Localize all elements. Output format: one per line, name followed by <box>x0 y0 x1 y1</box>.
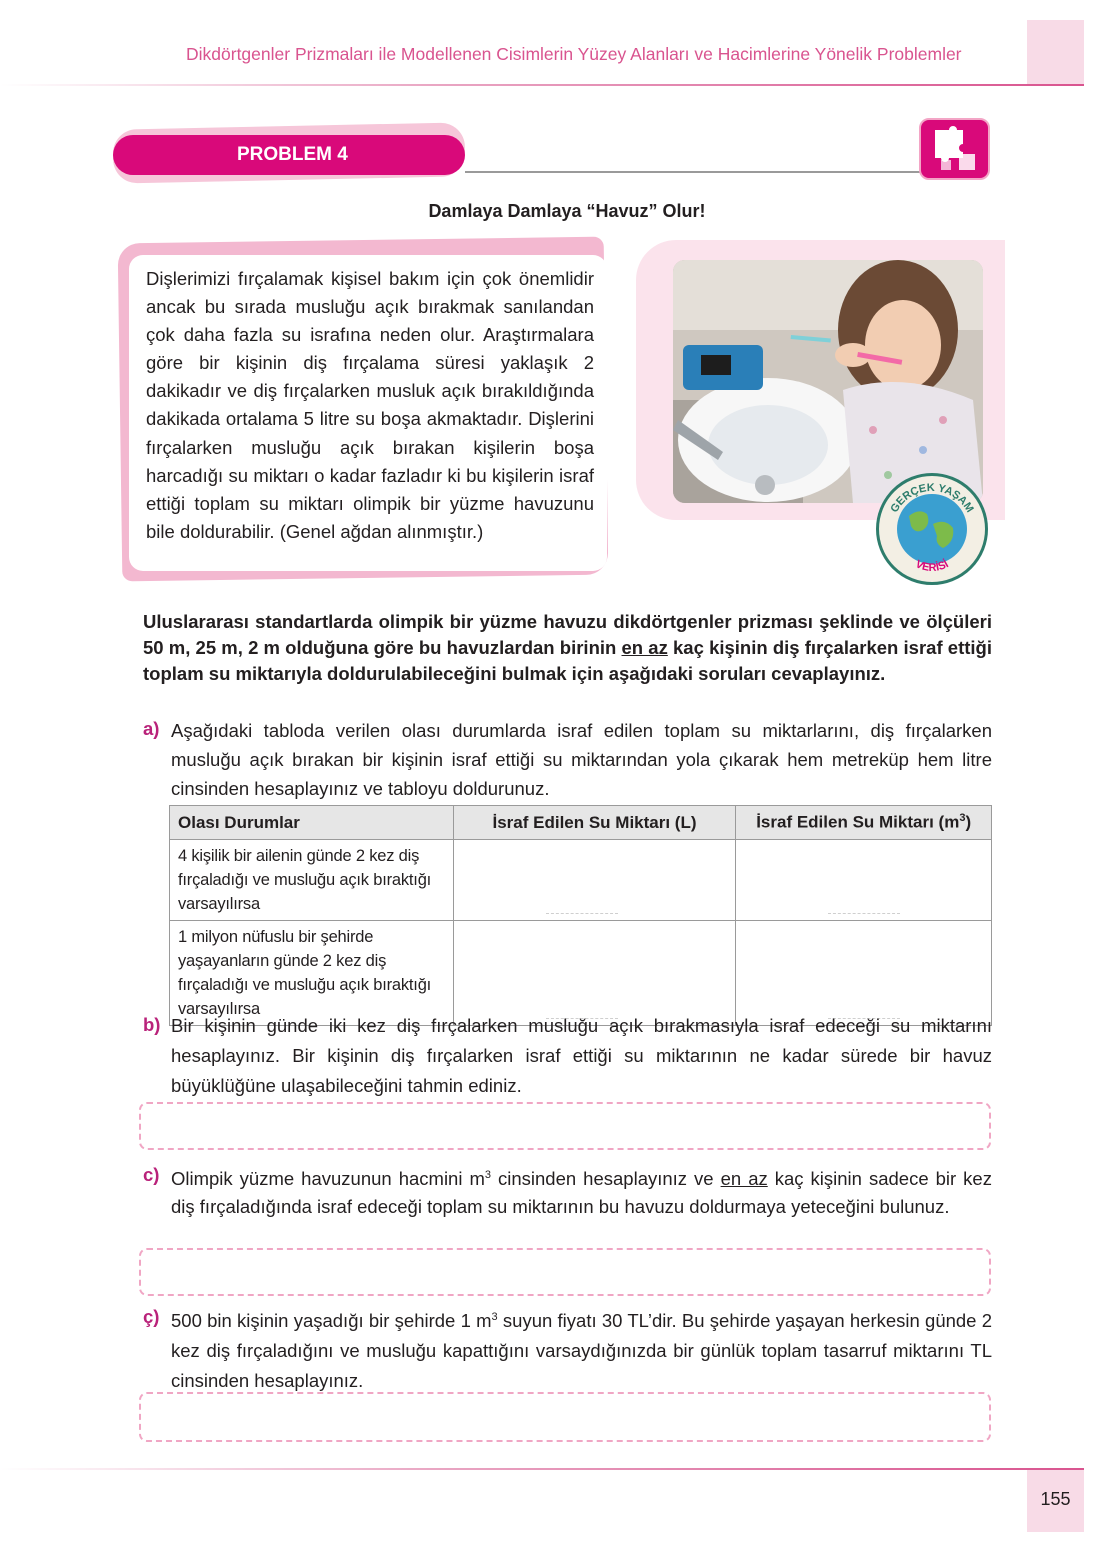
svg-text:VERİSİ <box>913 557 950 574</box>
problem-divider <box>465 171 925 173</box>
puzzle-icon <box>919 118 990 180</box>
question-cc-letter: ç) <box>143 1306 160 1327</box>
table-row <box>170 840 992 921</box>
question-a-text: Aşağıdaki tabloda verilen olası durumlarda israf edilen toplam su miktarlarını, diş fırçalarken musluğu açık bırakan bir kişinin israf ettiği su miktarından yola çıkarak hem metreküp hem litre cinsinden hesaplayınız ve tabloyu doldurunuz. <box>171 720 992 799</box>
seal-bottom-text: VERİSİ <box>913 558 951 575</box>
table-header-liters: İsraf Edilen Su Miktarı (L) <box>453 806 736 840</box>
header-title: Dikdörtgenler Prizmaları ile Modellenen Cisimlerin Yüzey Alanları ve Hacimlerine Yönelik Problemler <box>186 44 962 64</box>
table-header-cubic-meters: İsraf Edilen Su Miktarı $(m^3)$ <box>736 806 992 840</box>
question-cc-text: 500 bin kişinin yaşadığı bir şehirde 1 $m^3$ suyun fiyatı 30 TL’dir. Bu şehirde yaşayan herkesin günde 2 kez diş fırçaladığını ve musluğu kapattığını varsaydığınızda bir günlük toplam tasarruf miktarını TL cinsinden hesaplayınız. <box>171 1310 993 1392</box>
table-header-row <box>170 806 992 840</box>
svg-text:GERÇEK YAŞAM <box>888 482 975 515</box>
table-input-liters[interactable] <box>453 921 736 1026</box>
table-input-cubic-meters[interactable] <box>736 921 992 1026</box>
question-c-letter: c) <box>143 1164 160 1185</box>
problem-subtitle: Damlaya Damlaya “Havuz” Olur! <box>428 201 706 221</box>
intro-text-2: kaç kişinin diş fırçalarken israf ettiği toplam su miktarıyla doldurulabileceğini bulmak için aşağıdaki soruları cevaplayınız. <box>143 637 992 684</box>
table-cell-condition: 4 kişilik bir ailenin günde 2 kez diş fırçaladığı ve musluğu açık bıraktığı varsayılırsa <box>170 840 454 921</box>
photo-girl-brushing-teeth <box>673 260 983 503</box>
header-tab <box>1027 20 1084 84</box>
question-b-letter: b) <box>143 1014 161 1035</box>
real-life-data-seal <box>876 473 988 585</box>
table-input-liters[interactable] <box>453 840 736 921</box>
table-input-cubic-meters[interactable] <box>736 840 992 921</box>
table-row <box>170 921 992 1026</box>
answer-box-cc[interactable] <box>139 1392 991 1442</box>
problem-intro <box>143 609 992 687</box>
question-c-text: Olimpik yüzme havuzunun hacmini $m^3$ cinsinden hesaplayınız ve en az kaç kişinin sadece bir kez diş fırçaladığında israf edeceği toplam su miktarının bu havuzu doldurmaya yeteceğini bulunuz. <box>171 1168 992 1218</box>
question-b-text: Bir kişinin günde iki kez diş fırçalarken musluğu açık bırakmasıyla israf edeceği su miktarını hesaplayınız. Bir kişinin diş fırçalarken israf ettiği su miktarının ne kadar sürede bir havuz büyüklüğüne ulaşabileceğini tahmin ediniz. <box>171 1015 992 1096</box>
answer-box-b[interactable] <box>139 1102 991 1150</box>
problem-banner: PROBLEM 4 <box>113 135 465 175</box>
table-cell-condition: 1 milyon nüfuslu bir şehirde yaşayanların günde 2 kez diş fırçaladığı ve musluğu açık bıraktığı varsayılırsa <box>170 921 454 1026</box>
intro-text-1: Uluslararası standartlarda olimpik bir yüzme havuzu dikdörtgenler prizması şeklinde ve ölçüleri 50 m, 25 m, 2 m olduğuna göre bu havuzlardan birinin <box>143 611 992 658</box>
header-divider <box>0 84 1084 86</box>
table-header-conditions: Olası Durumlar <box>170 806 454 840</box>
intro-underline: en az <box>621 637 668 658</box>
waste-table <box>169 805 992 1026</box>
question-a-letter: a) <box>143 718 160 739</box>
page-number: 155 <box>1040 1489 1071 1509</box>
story-text: Dişlerimizi fırçalamak kişisel bakım için çok önemlidir ancak bu sırada musluğu açık bırakmak sanılandan çok daha fazla su israfına neden olur. Araştırmalara göre bir kişinin diş fırçalama süresi yaklaşık 2 dakikadır ve diş fırçalarken musluk açık bırakıldığında dakikada ortalama 5 litre su boşa akmaktadır. Dişlerini fırçalarken musluğu açık bırakan kişilerin boşa harcadığı su miktarı o kadar fazladır ki bu kişilerin israf ettiği toplam su miktarı olimpik bir yüzme havuzunu bile doldurabilir. (Genel ağdan alınmıştır.) <box>146 268 594 542</box>
footer-divider <box>0 1468 1084 1470</box>
seal-top-text: GERÇEK YAŞAM <box>888 481 976 515</box>
answer-box-c[interactable] <box>139 1248 991 1296</box>
